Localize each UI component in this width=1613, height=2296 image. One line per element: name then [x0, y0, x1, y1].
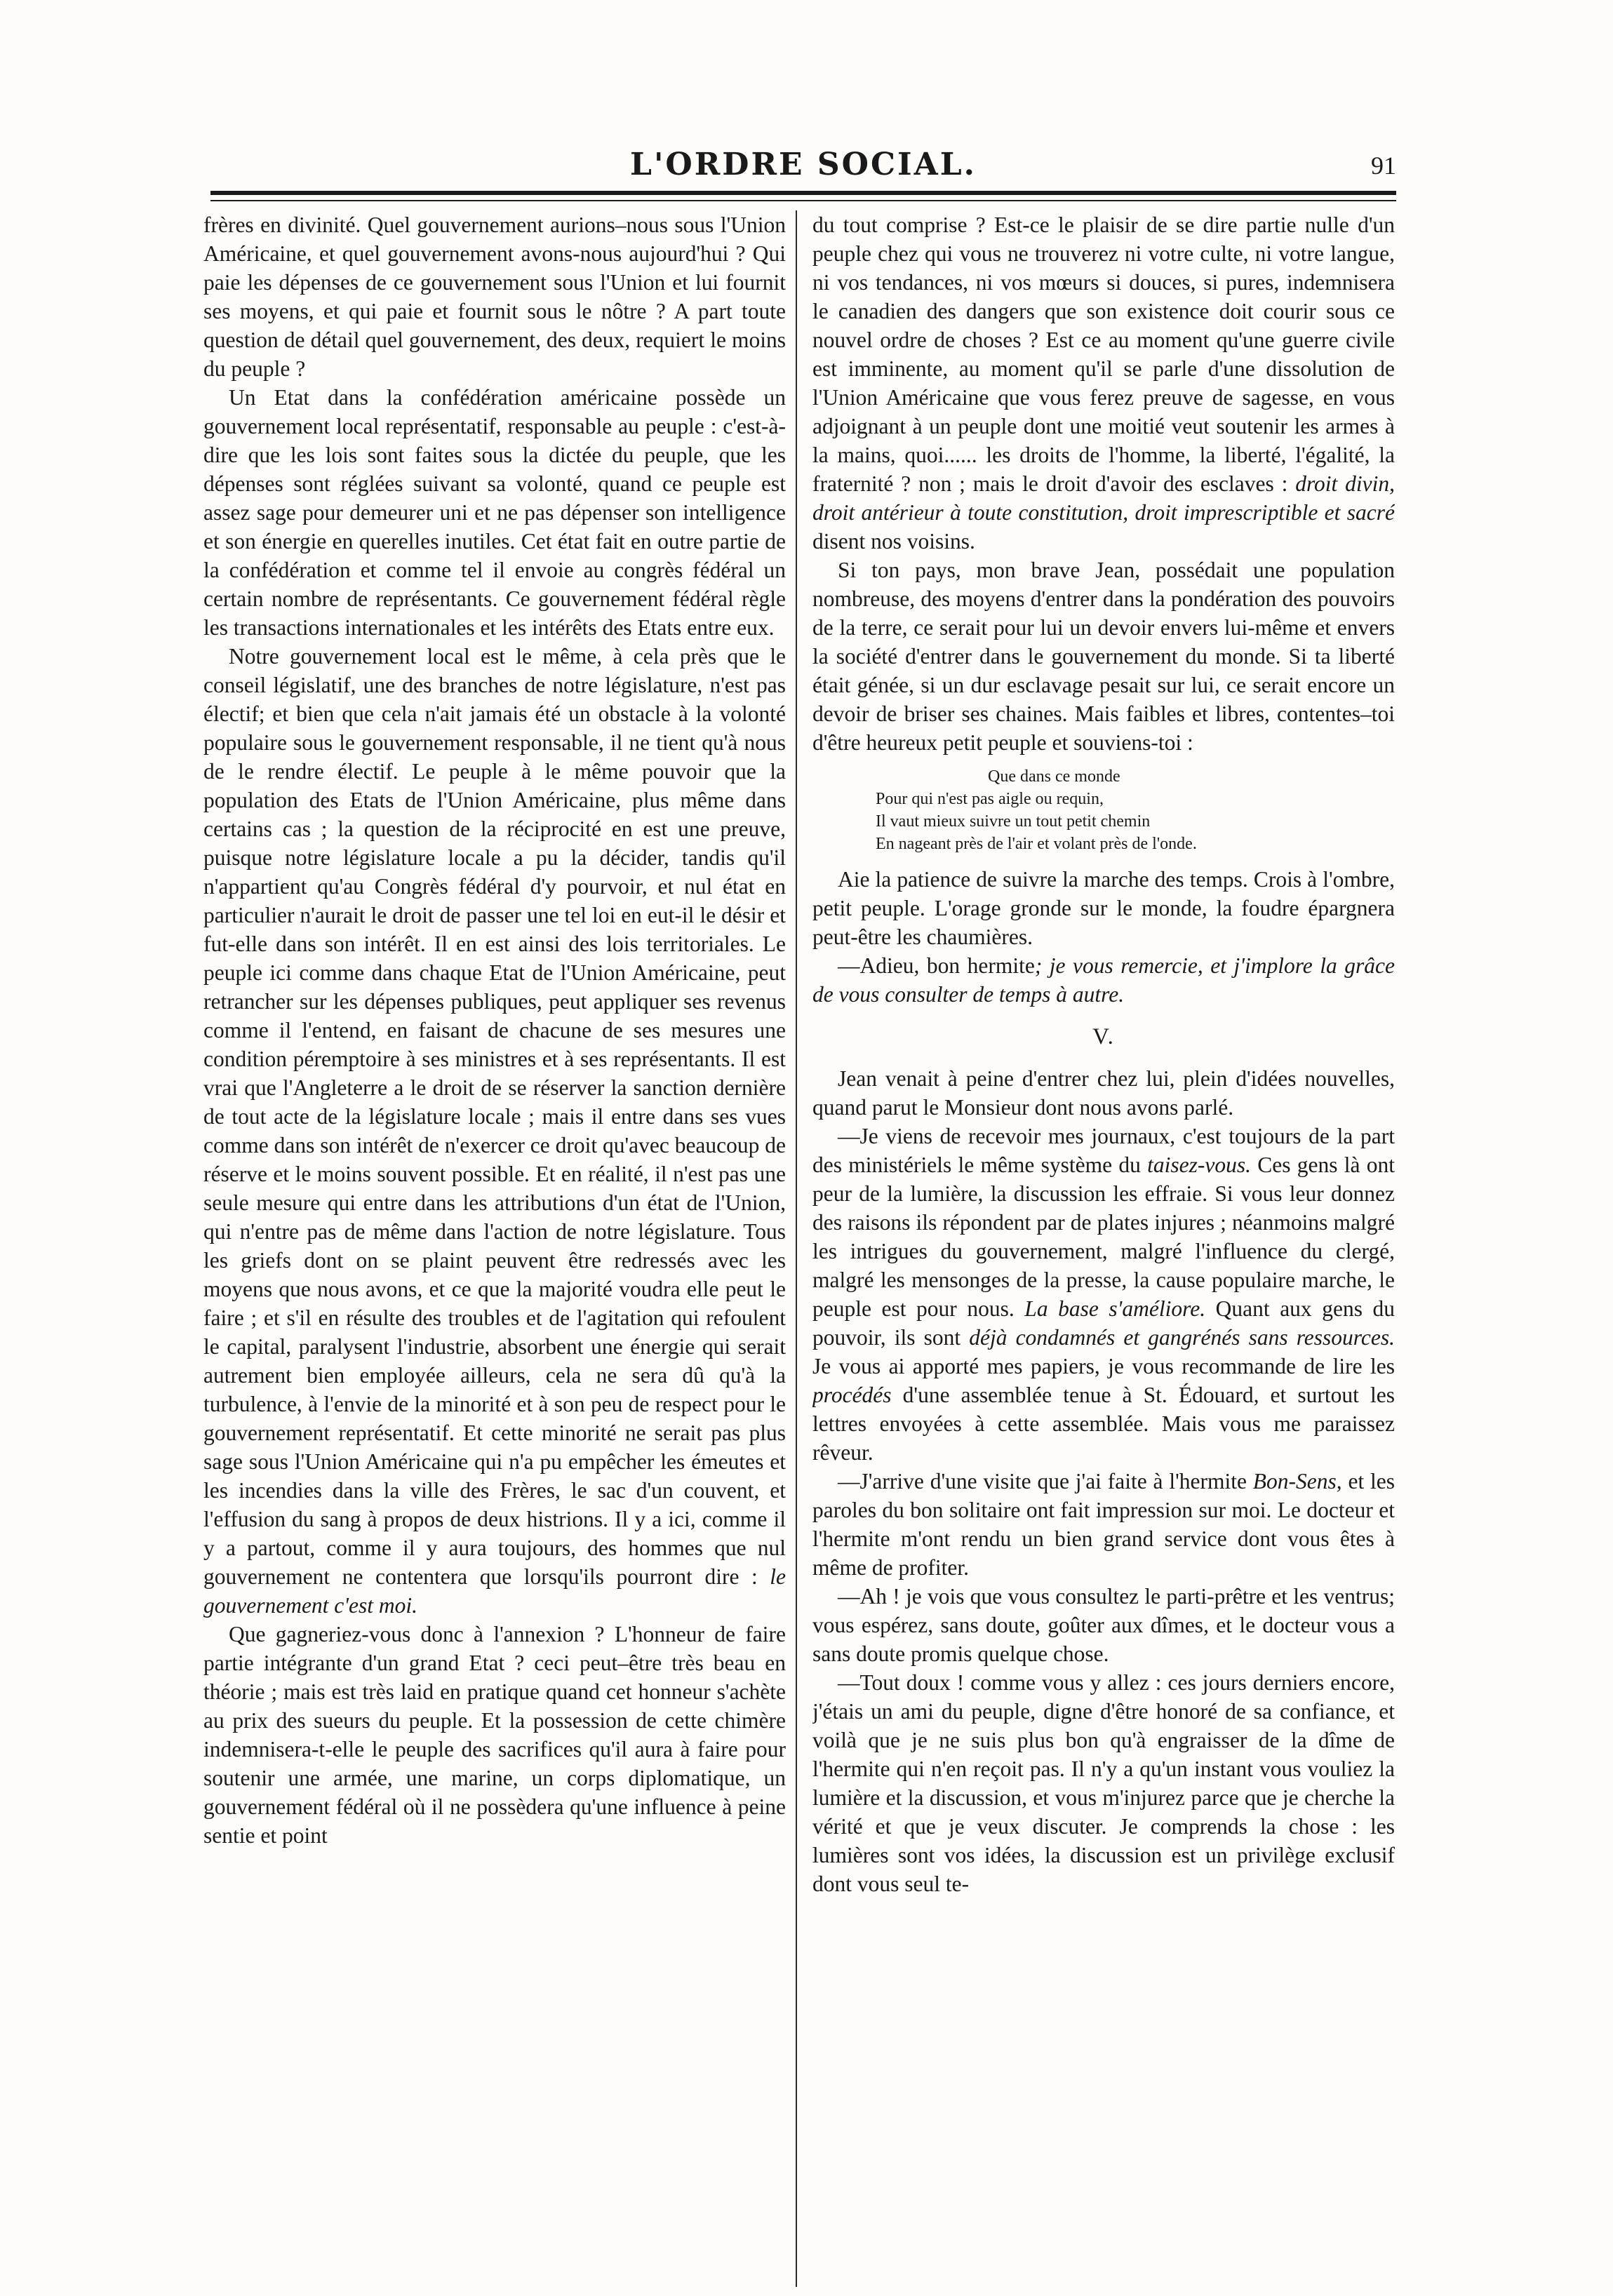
right-paragraph-7: [812, 1467, 1395, 1582]
p7-italic: Bon-Sens,: [1252, 1469, 1342, 1493]
left-paragraph-3-italic: le gouvernement c'est moi.: [203, 1564, 786, 1618]
poem-line-3: Il vaut mieux suivre un tout petit chemin: [876, 812, 1151, 831]
p6-italic-2: La base s'améliore.: [1024, 1296, 1206, 1321]
right-paragraph-1-end: disent nos voisins.: [812, 529, 975, 553]
header-rule-thick: [210, 191, 1396, 195]
page-header: [210, 144, 1396, 186]
right-paragraph-1-text: du tout comprise ? Est-ce le plaisir de se dire partie nulle d'un peuple chez qui vous ne trouverez ni votre culte, ni votre langue, ni vos tendances, ni vos mœurs si douces, si pures, indemnisera le canadien des dangers que son existence doit courir sous ce nouvel ordre de choses ? Est ce au moment qu'une guerre civile est imminente, au moment qu'il se parle d'une dissolution de l'Union Américaine que vous ferez preuve de sagesse, en vous adjoignant à un peuple dont une moitié veut soutenir les armes à la mains, quoi...... les droits de l'homme, la liberté, l'égalité, la fraternité ? non ; mais le droit d'avoir des esclaves :: [812, 213, 1395, 496]
right-paragraph-8: —Ah ! je vois que vous consultez le parti-prêtre et les ventrus; vous espérez, sans doute, goûter aux dîmes, et le docteur vous a sans doute promis quelque chose.: [812, 1584, 1395, 1666]
p6-italic-4: procédés: [812, 1383, 892, 1407]
right-paragraph-4: [812, 951, 1395, 1009]
right-paragraph-4-text-a: —Adieu, bon hermite: [838, 953, 1035, 978]
right-paragraph-1: [812, 210, 1395, 556]
right-paragraph-4-text-b: ; je vous remercie, et j'implore la grâce de vous consulter de temps à autre.: [812, 953, 1395, 1007]
column-divider: [796, 210, 797, 2287]
p6-b: Ces gens là ont peur de la lumière, la discussion les effraie. Si vous leur donnez des raisons ils répondent par de plates injures ; néanmoins malgré les intrigues du gouvernement, malgré l'influence du clergé, malgré les mensonges de la presse, la cause populaire marche, le peuple est pour nous.: [812, 1153, 1395, 1321]
poem-line-4: En nageant près de l'air et volant près de l'onde.: [876, 835, 1197, 853]
left-column: [203, 210, 786, 2287]
right-paragraph-5: Jean venait à peine d'entrer chez lui, plein d'idées nouvelles, quand parut le Monsieur dont nous avons parlé.: [812, 1066, 1395, 1120]
right-paragraph-3: Aie la patience de suivre la marche des temps. Crois à l'ombre, petit peuple. L'orage gronde sur le monde, la foudre épargnera peut-être les chaumières.: [812, 867, 1395, 949]
p6-a: —Je viens de recevoir mes journaux, c'est toujours de la part des ministériels le même système du: [812, 1124, 1395, 1177]
p7-a: —J'arrive d'une visite que j'ai faite à l'hermite: [838, 1469, 1247, 1493]
left-paragraph-3: [203, 642, 786, 1620]
right-paragraph-9: —Tout doux ! comme vous y allez : ces jours derniers encore, j'étais un ami du peuple, digne d'être honoré de sa confiance, et voilà que je ne suis plus bon qu'à engraisser de la dîme de l'hermite qui n'en reçoit pas. Il n'y a qu'un instant vous vouliez la lumière et la discussion, et vous m'injurez parce que je cherche la vérité et que je veux discuter. Je comprends la chose : les lumières sont vos idées, la discussion est un privilège exclusif dont vous seul te-: [812, 1670, 1395, 1896]
right-paragraph-2: Si ton pays, mon brave Jean, possédait une population nombreuse, des moyens d'entrer dans la pondération des pouvoirs de la terre, ce serait pour lui un devoir envers lui-même et envers la société d'entrer dans le gouvernement du monde. Si ta liberté était génée, si un dur esclavage pesait sur lui, ce serait encore un devoir de briser ses chaines. Mais faibles et libres, contentes–toi d'être heureux petit peuple et souviens-toi :: [812, 558, 1395, 755]
journal-title: L'ORDRE SOCIAL.: [630, 147, 977, 182]
right-paragraph-6: [812, 1122, 1395, 1467]
p6-c: Quant aux gens du pouvoir, ils sont: [812, 1296, 1395, 1350]
p7-b: et les paroles du bon solitaire ont fait impression sur moi. Le docteur et l'hermite m'ont rendu un bien grand service dont vous êtes à même de profiter.: [812, 1469, 1395, 1580]
poem-quote: [812, 765, 1395, 855]
left-paragraph-2: Un Etat dans la confédération américaine possède un gouvernement local représentatif, responsable au peuple : c'est-à-dire que les lois sont faites sous la dictée du peuple, que les dépenses sont réglées suivant sa volonté, quand ce peuple est assez sage pour demeurer uni et ne pas dépenser son intelligence et son énergie en querelles inutiles. Cet état fait en outre partie de la confédération et comme tel il envoie au congrès fédéral un certain nombre de représentants. Ce gouvernement fédéral règle les transactions internationales et les intérêts des Etats entre eux.: [203, 385, 786, 640]
left-paragraph-3-text: Notre gouvernement local est le même, à cela près que le conseil législatif, une des branches de notre législature, n'est pas électif; et bien que cela n'ait jamais été un obstacle à la volonté populaire sous le gouvernement responsable, il ne tient qu'à nous de le rendre électif. Le peuple à le même pouvoir que la population des Etats de l'Union Américaine, plus même dans certains cas ; la question de la réciprocité en est une preuve, puisque notre législature locale a pu la décider, tandis qu'il n'appartient qu'au Congrès fédéral d'y pourvoir, et nul état en particulier n'aurait le droit de passer une tel loi en eut-il le désir et fut-elle dans son intérêt. Il en est ainsi des lois territoriales. Le peuple ici comme dans chaque Etat de l'Union Américaine, peut retrancher sur les dépenses publiques, peut appliquer ses revenus comme il l'entend, en faisant de chacune de ses mesures une condition péremptoire à ses ministres et à ses représentants. Il est vrai que l'Angleterre a le droit de se réserver la sanction dernière de tout acte de la législature locale ; mais il entre dans ses vues comme dans son intérêt de n'exercer ce droit qu'avec beaucoup de réserve et le moins souvent possible. Et en réalité, il n'est pas une seule mesure qui entre dans les attributions d'un état de l'Union, qui n'entre pas de même dans l'action de notre législature. Tous les griefs dont on se plaint peuvent être redressés avec les moyens que nous avons, et ce que la majorité voudra elle peut le faire ; et s'il en résulte des troubles et de l'agitation qui refoulent le capital, paralysent l'industrie, absorbent une énergie qui serait autrement bien employée ailleurs, cela ne sera dû qu'à la turbulence, à l'envie de la minorité et à son peu de respect pour le gouvernement représentatif. Et cette minorité ne serait pas plus sage sous l'Union Américaine qui n'a pu empêcher les émeutes et les incendies dans la ville des Frères, le sac d'un couvent, et l'effusion du sang à propos de deux histrions. Il y a ici, comme il y a partout, comme il y aura toujours, des hommes que nul gouvernement ne contentera que lorsqu'ils pourront dire :: [203, 644, 786, 1589]
header-rule-thin: [210, 200, 1396, 201]
poem-line-2: Pour qui n'est pas aigle ou requin,: [876, 790, 1104, 808]
left-paragraph-4: Que gagneriez-vous donc à l'annexion ? L'honneur de faire partie intégrante d'un grand Etat ? ceci peut–être très beau en théorie ; mais est très laid en pratique quand cet honneur s'achète au prix des sueurs du peuple. Et la possession de cette chimère indemnisera-t-elle le peuple des sacrifices qu'il aura à faire pour soutenir une armée, une marine, un corps diplomatique, un gouvernement fédéral où il ne possèdera qu'une influence à peine sentie et point: [203, 1622, 786, 1848]
p6-italic-3: déjà condamnés et gangrénés sans ressources.: [969, 1325, 1395, 1350]
page-number: 91: [1371, 152, 1396, 180]
p6-d: Je vous ai apporté mes papiers, je vous recommande de lire les: [812, 1354, 1395, 1378]
section-number: V.: [1092, 1024, 1115, 1049]
right-paragraph-1-italic: droit divin, droit antérieur à toute constitution, droit imprescriptible et sacré: [812, 471, 1395, 525]
poem-line-1: Que dans ce monde: [988, 767, 1120, 786]
right-column: [812, 210, 1395, 2287]
left-paragraph-1: frères en divinité. Quel gouvernement aurions–nous sous l'Union Américaine, et quel gouvernement avons-nous aujourd'hui ? Qui paie les dépenses de ce gouvernement sous l'Union et lui fournit ses moyens, et qui paie et fournit sous le nôtre ? A part toute question de détail quel gouvernement, des deux, requiert le moins du peuple ?: [203, 213, 786, 381]
p6-italic-1: taisez-vous.: [1147, 1153, 1252, 1177]
p6-e: d'une assemblée tenue à St. Édouard, et surtout les lettres envoyées à cette assemblée. Mais vous me paraissez rêveur.: [812, 1383, 1395, 1465]
